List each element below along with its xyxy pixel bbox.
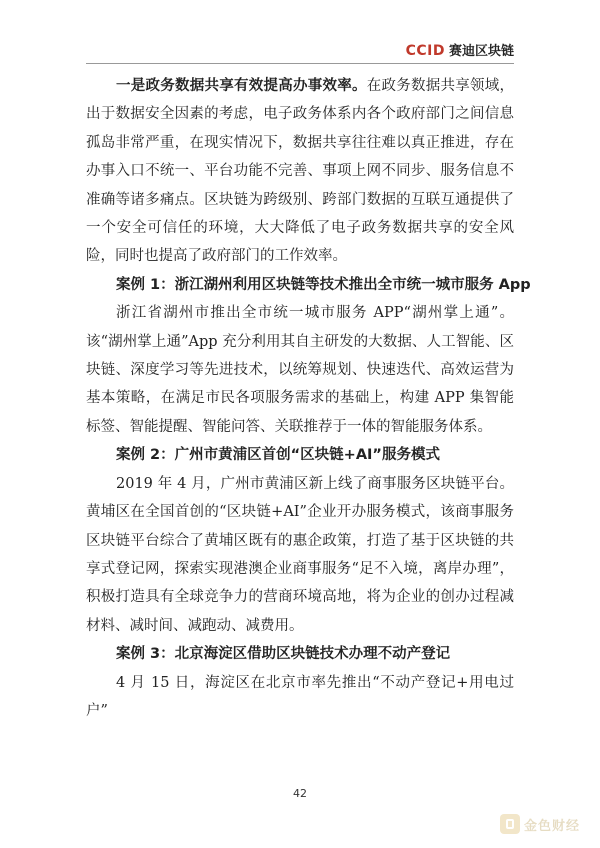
- watermark-logo-icon: [500, 814, 520, 834]
- case-3-title: 案例 3：北京海淀区借助区块链技术办理不动产登记: [116, 646, 451, 663]
- paragraph-1-lead: 一是政务数据共享有效提高办事效率。: [116, 77, 367, 94]
- paragraph-1-body: 在政务数据共享领域，出于数据安全因素的考虑，电子政务体系内各个政府部门之间信息孤岛非常严重，在现实情况下，数据共享往往难以真正推进，存在办事入口不统一、平台功能不完善、事项上网不同步、服务信息不准确等诸多痛点。区块链为跨级别、跨部门数据的互联互通提供了一个安全可信任的环境，大大降低了电子政务数据共享的安全风险，同时也提高了政府部门的工作效率。: [86, 78, 514, 265]
- header-rule: [86, 63, 514, 64]
- watermark: [500, 812, 586, 836]
- case-1-title: 案例 1：浙江湖州利用区块链等技术推出全市统一城市服务 App: [116, 276, 531, 293]
- brand-subtitle: 赛迪区块链: [448, 44, 514, 59]
- case-2-title: 案例 2：广州市黄浦区首创“区块链+AI”服务模式: [116, 447, 440, 464]
- document-body: [86, 72, 531, 725]
- header-brand: [406, 40, 514, 59]
- case-1-body: 浙江省湖州市推出全市统一城市服务 APP“湖州掌上通”。该“湖州掌上通”App 充分利用其自主研发的大数据、人工智能、区块链、深度学习等先进技术，以统筹规划、快速迭代、高效运营为基本策略，在满足市民各项服务需求的基础上，构建 APP 集智能标签、智能提醒、智能问答、关联推荐于一体的智能服务体系。: [86, 305, 514, 435]
- brand-ccid: CCID: [405, 43, 445, 59]
- case-3-body: 4 月 15 日，海淀区在北京市率先推出“不动产登记+用电过户”: [86, 674, 514, 719]
- page-header: [0, 40, 600, 62]
- page-number: 42: [293, 787, 307, 800]
- watermark-text: 金色财经: [524, 818, 581, 834]
- case-2-body: 2019 年 4 月，广州市黄浦区新上线了商事服务区块链平台。黄埔区在全国首创的“区块链+AI”企业开办服务模式，该商事服务区块链平台综合了黄埔区既有的惠企政策，打造了基于区块链的共享式登记网，探索实现港澳企业商事服务“足不入境，离岸办理”，积极打造具有全球竞争力的营商环境高地，将为企业的创办过程减材料、减时间、减跑动、减费用。: [86, 475, 514, 634]
- paragraph-1: [86, 72, 514, 271]
